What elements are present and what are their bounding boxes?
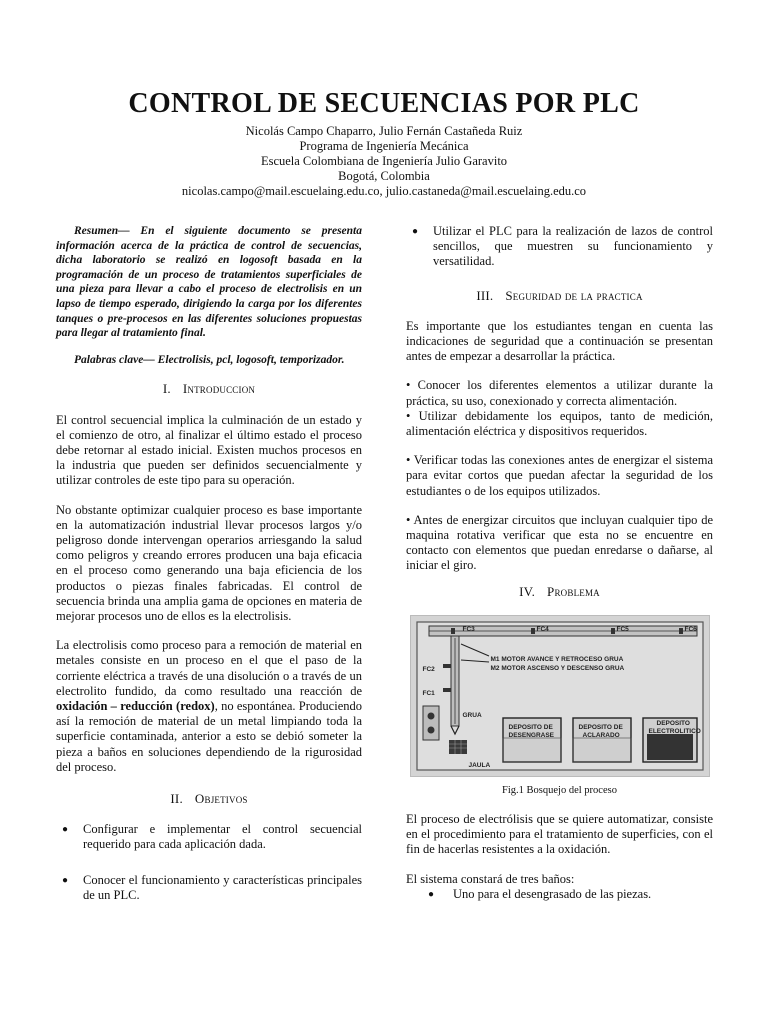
tank-3-label-line-2: ELECTROLITICO [648,727,701,735]
section-title: Seguridad de la practica [505,287,643,303]
tank-2-label-line-1: DEPOSITO DE [578,723,623,731]
process-sketch-figure [410,615,710,777]
banos-list [406,887,713,902]
tank-1-label-line-1: DEPOSITO DE [508,723,553,731]
seguridad-bullet-4: • Antes de energizar circuitos que incluyan cualquier tipo de maquina rotativa verificar que esta no se encuentre en contacto con elementos que puedan enredarse o dañarse, al iniciar el giro. [406,512,713,573]
fc1-label: FC1 [422,689,435,697]
m1-label: M1 MOTOR AVANCE Y RETROCESO GRUA [490,655,624,663]
intro-paragraph-3 [56,638,362,775]
section-heading-intro [56,381,362,396]
school: Escuela Colombiana de Ingeniería Julio Garavito [260,154,508,168]
list-item-text: Utilizar el PLC para la realización de lazos de control sencillos, que muestren su funcionamiento y versatilidad. [433,224,713,269]
intro-paragraph-2: No obstante optimizar cualquier proceso es base importante en la automatización industrial llevar procesos largos y/o peligroso donde intervengan operarios arriesgando la salud como peligros y creando errores producen una baja eficacia en el proceso como generando una baja eficiencia de los productos o piezas finales fabricadas. El control de secuencia brinda una amplia gama de opciones en materia de mejorar procesos uno de ellos es la electrolisis. [56,502,362,623]
objetivos-list [56,822,362,903]
seguridad-bullet-3: • Verificar todas las conexiones antes de energizar el sistema para evitar cortos que puedan afectar la seguridad de los estudiantes o de los equipos utilizados. [406,453,713,498]
section-number: II. [170,791,183,807]
bullet-icon: ● [412,226,419,237]
authors: Nicolás Campo Chaparro, Julio Fernán Castañeda Ruiz [245,124,523,138]
objetivos-list-continued [406,224,713,270]
intro-paragraph-1: El control secuencial implica la culminación de un estado y el comienzo de otro, al finalizar el último estado el proceso debe retornar al estado inicial. Existen muchos procesos en la industria que pueden ser definidos secuencialmente y utilizar controles de este tipo para su operación. [56,412,362,488]
section-number: III. [476,287,494,303]
abstract: Resumen— En el siguiente documento se presenta información acerca de la práctica de control de secuencias, dicha laboratorio se realizó en logosoft basada en la programación de un proceso de tratamientos superficiales de una pieza para llevar a cabo el proceso de electrolisis en un lapso de tiempo esperado, dirigiendo la carga por los diferentes tanques o pre-procesos en las diferentes soluciones propuestas para llegar al tratamiento final. [56,225,362,340]
tank-2-label-line-2: ACLARADO [582,731,620,739]
bullet-icon: ● [428,888,435,900]
seguridad-bullet-2: • Utilizar debidamente los equipos, tanto de medición, alimentación eléctrica y dispositivos requeridos. [406,408,713,439]
fc6-label: FC6 [684,625,697,633]
list-item [56,822,362,852]
left-column [56,224,362,917]
tank-3-label-line-1: DEPOSITO [656,719,690,727]
list-item-text: Uno para el desengrasado de las piezas. [453,886,652,901]
section-title: Problema [547,583,600,599]
section-heading-problema [406,584,713,599]
intro-p3-a: La electrolisis como proceso para a remoción de material en metales consiste en un proceso en el que el paso de la corriente eléctrica a través de una disolución o a través de un electrolito fundido, da como resultado una reacción de [56,638,362,698]
list-item [406,224,713,270]
emails: nicolas.campo@mail.escuelaing.edu.co, julio.castaneda@mail.escuelaing.edu.co [181,184,587,198]
grua-label: GRUA [462,711,482,719]
city: Bogotá, Colombia [338,169,430,183]
section-title: Introduccion [182,381,256,397]
list-item-text: Configurar e implementar el control secuencial requerido para cada aplicación dada. [83,822,362,852]
paper-title: CONTROL DE SECUENCIAS POR PLC [128,88,640,119]
section-number: I. [162,381,171,397]
fc4-label: FC4 [536,625,549,633]
keywords: Palabras clave— Electrolisis, pcl, logosoft, temporizador. [74,353,345,366]
section-heading-objetivos [56,791,362,806]
tank-1-label-line-2: DESENGRASE [508,731,555,739]
process-sketch-drawing [411,616,709,776]
fc2-label: FC2 [422,665,435,673]
bullet-icon: ● [62,874,69,886]
program: Programa de Ingeniería Mecánica [299,139,469,153]
bullet-icon: ● [62,824,69,836]
list-item [56,873,362,903]
right-column [406,224,713,902]
problema-paragraph-1: El proceso de electrólisis que se quiere automatizar, consiste en el procedimiento para el tratamiento de superficies, con el fin de hacerlas resistentes a la oxidación. [406,812,713,857]
intro-p3-b: , no espontánea. Produciendo así la remoción de material de un metal limpiando toda la superficie contaminada, anterior a esto se debió someter la pieza a baños en soluciones dependiendo de la rigurosidad del proceso. [56,699,362,774]
section-title: Objetivos [194,791,248,807]
paper-header [0,88,768,199]
problema-paragraph-2: El sistema constará de tres baños: [406,871,575,886]
list-item [406,887,713,902]
seguridad-bullet-1: • Conocer los diferentes elementos a utilizar durante la práctica, su uso, conexionado y correcta alimentación. [406,378,713,408]
jaula-label: JAULA [468,761,491,769]
seguridad-paragraph: Es importante que los estudiantes tengan en cuenta las indicaciones de seguridad que a continuación se presentan antes de empezar a desarrollar la práctica. [406,318,713,364]
fc3-label: FC3 [462,625,475,633]
list-item-text: Conocer el funcionamiento y características principales de un PLC. [83,872,362,902]
m2-label: M2 MOTOR ASCENSO Y DESCENSO GRUA [490,664,625,672]
section-heading-seguridad [406,288,713,303]
fc5-label: FC5 [616,625,629,633]
redox-term: oxidación – reducción (redox) [56,699,215,713]
figure-caption: Fig.1 Bosquejo del proceso [502,784,617,796]
section-number: IV. [519,583,536,599]
